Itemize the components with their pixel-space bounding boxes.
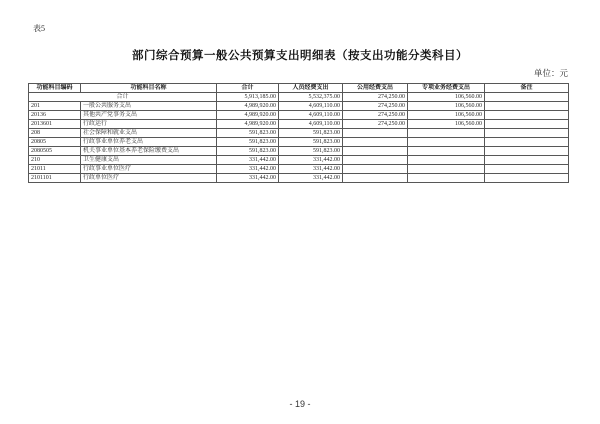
personnel-cell: 4,609,110.00 bbox=[279, 102, 343, 111]
personnel-cell: 331,442.00 bbox=[279, 156, 343, 165]
column-header-special: 专项业务经费支出 bbox=[408, 84, 485, 93]
public-cell bbox=[343, 147, 408, 156]
personnel-cell: 591,823.00 bbox=[279, 138, 343, 147]
column-header-total: 合计 bbox=[217, 84, 279, 93]
column-header-personnel: 人员经费支出 bbox=[279, 84, 343, 93]
public-cell bbox=[343, 156, 408, 165]
public-cell: 274,250.00 bbox=[343, 93, 408, 102]
code-cell: 208 bbox=[29, 129, 81, 138]
total-cell: 331,442.00 bbox=[217, 165, 279, 174]
name-cell: 卫生健康支出 bbox=[81, 156, 217, 165]
name-cell: 行政事业单位养老支出 bbox=[81, 138, 217, 147]
unit-label: 单位：元 bbox=[533, 68, 568, 78]
column-header-code: 功能科目编码 bbox=[29, 84, 81, 93]
code-cell: 2101101 bbox=[29, 174, 81, 183]
total-row bbox=[29, 93, 569, 102]
personnel-cell: 591,823.00 bbox=[279, 129, 343, 138]
name-cell: 行政运行 bbox=[81, 120, 217, 129]
code-cell: 2080505 bbox=[29, 147, 81, 156]
column-header-name: 功能科目名称 bbox=[81, 84, 217, 93]
code-cell: 20136 bbox=[29, 111, 81, 120]
total-cell: 591,823.00 bbox=[217, 129, 279, 138]
remark-cell bbox=[485, 93, 569, 102]
table-row bbox=[29, 111, 569, 120]
public-cell: 274,250.00 bbox=[343, 120, 408, 129]
special-cell bbox=[408, 165, 485, 174]
public-cell bbox=[343, 174, 408, 183]
public-cell bbox=[343, 165, 408, 174]
code-cell: 21011 bbox=[29, 165, 81, 174]
remark-cell bbox=[485, 111, 569, 120]
personnel-cell: 331,442.00 bbox=[279, 165, 343, 174]
total-cell: 591,823.00 bbox=[217, 138, 279, 147]
table-row bbox=[29, 120, 569, 129]
table-row bbox=[29, 165, 569, 174]
special-cell bbox=[408, 147, 485, 156]
page-number: - 19 - bbox=[289, 399, 311, 409]
table-row bbox=[29, 147, 569, 156]
code-cell: 2013601 bbox=[29, 120, 81, 129]
special-cell bbox=[408, 156, 485, 165]
special-cell: 106,560.00 bbox=[408, 102, 485, 111]
budget-table bbox=[28, 83, 569, 183]
special-cell bbox=[408, 138, 485, 147]
table-row bbox=[29, 138, 569, 147]
personnel-cell: 591,823.00 bbox=[279, 147, 343, 156]
name-cell: 其他共产党事务支出 bbox=[81, 111, 217, 120]
code-cell: 20805 bbox=[29, 138, 81, 147]
special-cell: 106,560.00 bbox=[408, 111, 485, 120]
code-cell: 201 bbox=[29, 102, 81, 111]
column-header-public: 公用经费支出 bbox=[343, 84, 408, 93]
personnel-cell: 4,609,110.00 bbox=[279, 120, 343, 129]
total-cell: 4,989,920.00 bbox=[217, 120, 279, 129]
total-cell: 5,913,185.00 bbox=[217, 93, 279, 102]
personnel-cell: 331,442.00 bbox=[279, 174, 343, 183]
column-header-remark: 备注 bbox=[485, 84, 569, 93]
special-cell: 106,560.00 bbox=[408, 93, 485, 102]
name-cell: 行政事业单位医疗 bbox=[81, 165, 217, 174]
total-cell: 4,989,920.00 bbox=[217, 102, 279, 111]
name-cell: 行政单位医疗 bbox=[81, 174, 217, 183]
remark-cell bbox=[485, 138, 569, 147]
total-cell: 4,989,920.00 bbox=[217, 111, 279, 120]
special-cell: 106,560.00 bbox=[408, 120, 485, 129]
table-row bbox=[29, 174, 569, 183]
sheet-label: 表5 bbox=[33, 24, 45, 33]
remark-cell bbox=[485, 174, 569, 183]
name-cell: 社会保障和就业支出 bbox=[81, 129, 217, 138]
remark-cell bbox=[485, 156, 569, 165]
remark-cell bbox=[485, 147, 569, 156]
name-cell: 机关事业单位基本养老保险缴费支出 bbox=[81, 147, 217, 156]
special-cell bbox=[408, 129, 485, 138]
public-cell bbox=[343, 129, 408, 138]
personnel-cell: 5,532,375.00 bbox=[279, 93, 343, 102]
remark-cell bbox=[485, 120, 569, 129]
personnel-cell: 4,609,110.00 bbox=[279, 111, 343, 120]
public-cell bbox=[343, 138, 408, 147]
table-header-row bbox=[29, 84, 569, 93]
remark-cell bbox=[485, 165, 569, 174]
public-cell: 274,250.00 bbox=[343, 102, 408, 111]
table-row bbox=[29, 102, 569, 111]
special-cell bbox=[408, 174, 485, 183]
page-title: 部门综合预算一般公共预算支出明细表（按支出功能分类科目） bbox=[132, 50, 468, 62]
total-cell: 591,823.00 bbox=[217, 147, 279, 156]
total-row-label: 合计 bbox=[29, 93, 217, 102]
public-cell: 274,250.00 bbox=[343, 111, 408, 120]
code-cell: 210 bbox=[29, 156, 81, 165]
name-cell: 一般公共服务支出 bbox=[81, 102, 217, 111]
total-cell: 331,442.00 bbox=[217, 156, 279, 165]
total-cell: 331,442.00 bbox=[217, 174, 279, 183]
table-row bbox=[29, 156, 569, 165]
remark-cell bbox=[485, 102, 569, 111]
table-row bbox=[29, 129, 569, 138]
remark-cell bbox=[485, 129, 569, 138]
